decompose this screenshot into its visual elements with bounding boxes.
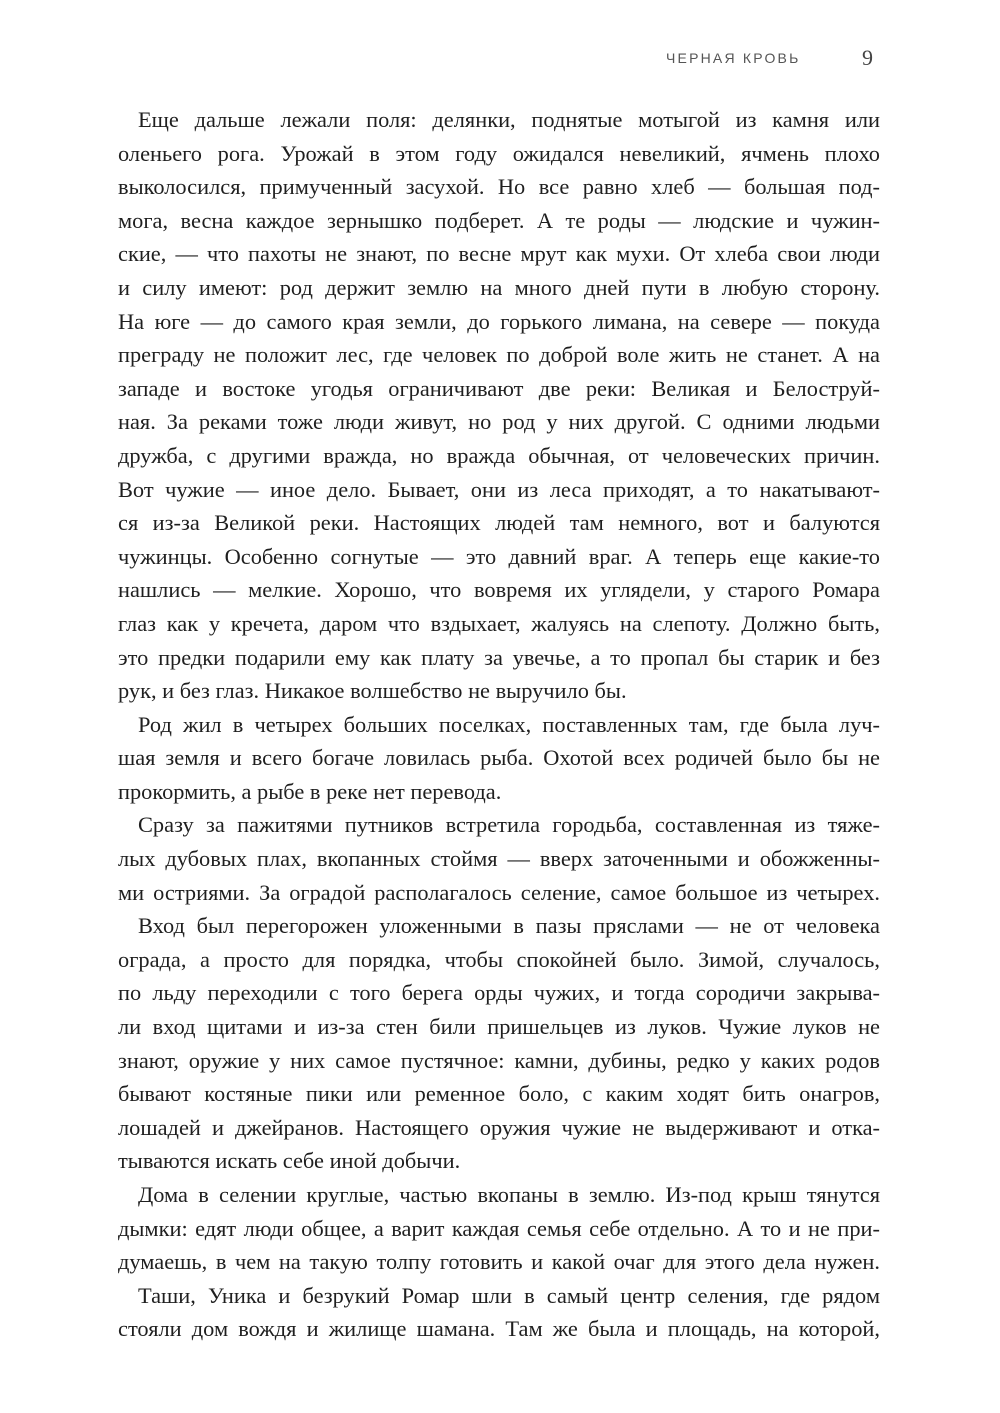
text-line: Вход был перегорожен уложенными в пазы пряслами — не от человека xyxy=(138,913,880,939)
text-line: Вот чужие — иное дело. Бывает, они из леса приходят, а то накатывают- xyxy=(118,476,880,502)
body-text xyxy=(118,103,880,1346)
paragraph xyxy=(118,1279,880,1346)
text-line: оленьего рога. Урожай в этом году ожидался невеликий, ячмень плохо xyxy=(118,140,880,166)
text-line: прокормить, а рыбе в реке нет перевода. xyxy=(118,778,502,804)
text-line: лошадей и джейранов. Настоящего оружия чужие не выдерживают и отка- xyxy=(118,1114,880,1140)
paragraph xyxy=(118,808,880,909)
text-line: ся из-за Великой реки. Настоящих людей там немного, вот и балуются xyxy=(118,510,880,536)
text-line: глаз как у кречета, даром что вздыхает, жалуясь на слепоту. Должно быть, xyxy=(118,610,880,636)
text-line: и силу имеют: род держит землю на много дней пути в любую сторону. xyxy=(118,274,880,300)
text-line: думаешь, в чем на такую толпу готовить и какой очаг для этого дела нужен. xyxy=(118,1249,880,1275)
paragraph xyxy=(118,1178,880,1279)
text-line: бывают костяные пики или ременное боло, с каким ходят бить онагров, xyxy=(118,1081,880,1107)
text-line: стояли дом вождя и жилище шамана. Там же была и площадь, на которой, xyxy=(118,1316,880,1342)
page-number: 9 xyxy=(862,45,873,70)
paragraph xyxy=(118,909,880,1178)
text-line: Еще дальше лежали поля: делянки, поднятые мотыгой из камня или xyxy=(138,107,880,132)
text-line: знают, оружие у них самое пустячное: камни, дубины, редко у каких родов xyxy=(118,1047,880,1073)
text-line: по льду переходили с того берега орды чужих, и тогда сородичи закрыва- xyxy=(118,980,880,1006)
text-line: Сразу за пажитями путников встретила городьба, составленная из тяже- xyxy=(138,812,880,838)
text-line: лых дубовых плах, вкопанных стоймя — вверх заточенными и обожженны- xyxy=(118,846,880,872)
text-line: это предки подарили ему как плату за увечье, а то пропал бы старик и без xyxy=(118,644,880,670)
text-line: Дома в селении круглые, частью вкопаны в землю. Из-под крыш тянутся xyxy=(138,1182,880,1207)
text-line: ми остриями. За оградой располагалось селение, самое большое из четырех. xyxy=(118,879,880,905)
text-line: шая земля и всего богаче ловилась рыба. Охотой всех родичей было бы не xyxy=(118,745,880,771)
text-line: тываются искать себе иной добычи. xyxy=(118,1148,461,1174)
paragraph xyxy=(118,708,880,809)
paragraph xyxy=(118,103,880,708)
text-line: ная. За реками тоже люди живут, но род у них другой. С одними людьми xyxy=(118,409,880,435)
text-line: Таши, Уника и безрукий Ромар шли в самый центр селения, где рядом xyxy=(138,1282,880,1308)
running-head: ЧЕРНАЯ КРОВЬ xyxy=(666,50,801,66)
text-line: На юге — до самого края земли, до горького лимана, на севере — покуда xyxy=(118,308,880,334)
text-line: западе и востоке угодья ограничивают две реки: Великая и Белоструй- xyxy=(118,375,880,401)
text-line: Род жил в четырех больших поселках, поставленных там, где была луч- xyxy=(138,711,880,737)
text-line: преграду не положит лес, где человек по доброй воле жить не станет. А на xyxy=(118,342,880,368)
text-line: рук, и без глаз. Никакое волшебство не выручило бы. xyxy=(118,678,627,704)
text-line: ли вход щитами и из-за стен били пришельцев из луков. Чужие луков не xyxy=(118,1014,880,1040)
text-line: чужинцы. Особенно согнутые — это давний враг. А теперь еще какие-то xyxy=(118,543,880,569)
text-line: дружба, с другими вражда, но вражда обычная, от человеческих причин. xyxy=(118,442,880,468)
text-line: ограда, а просто для порядка, чтобы спокойней было. Зимой, случалось, xyxy=(118,946,880,972)
text-line: нашлись — мелкие. Хорошо, что вовремя их углядели, у старого Ромара xyxy=(118,577,880,603)
text-line: дымки: едят люди общее, а варит каждая семья себе отдельно. А то и не при- xyxy=(118,1215,880,1241)
text-line: выколосился, примученный засухой. Но все равно хлеб — большая под- xyxy=(118,174,880,200)
text-line: мога, весна каждое зернышко подберет. А те роды — людские и чужин- xyxy=(118,207,880,233)
text-line: ские, — что пахоты не знают, по весне мрут как мухи. От хлеба свои люди xyxy=(118,241,880,267)
